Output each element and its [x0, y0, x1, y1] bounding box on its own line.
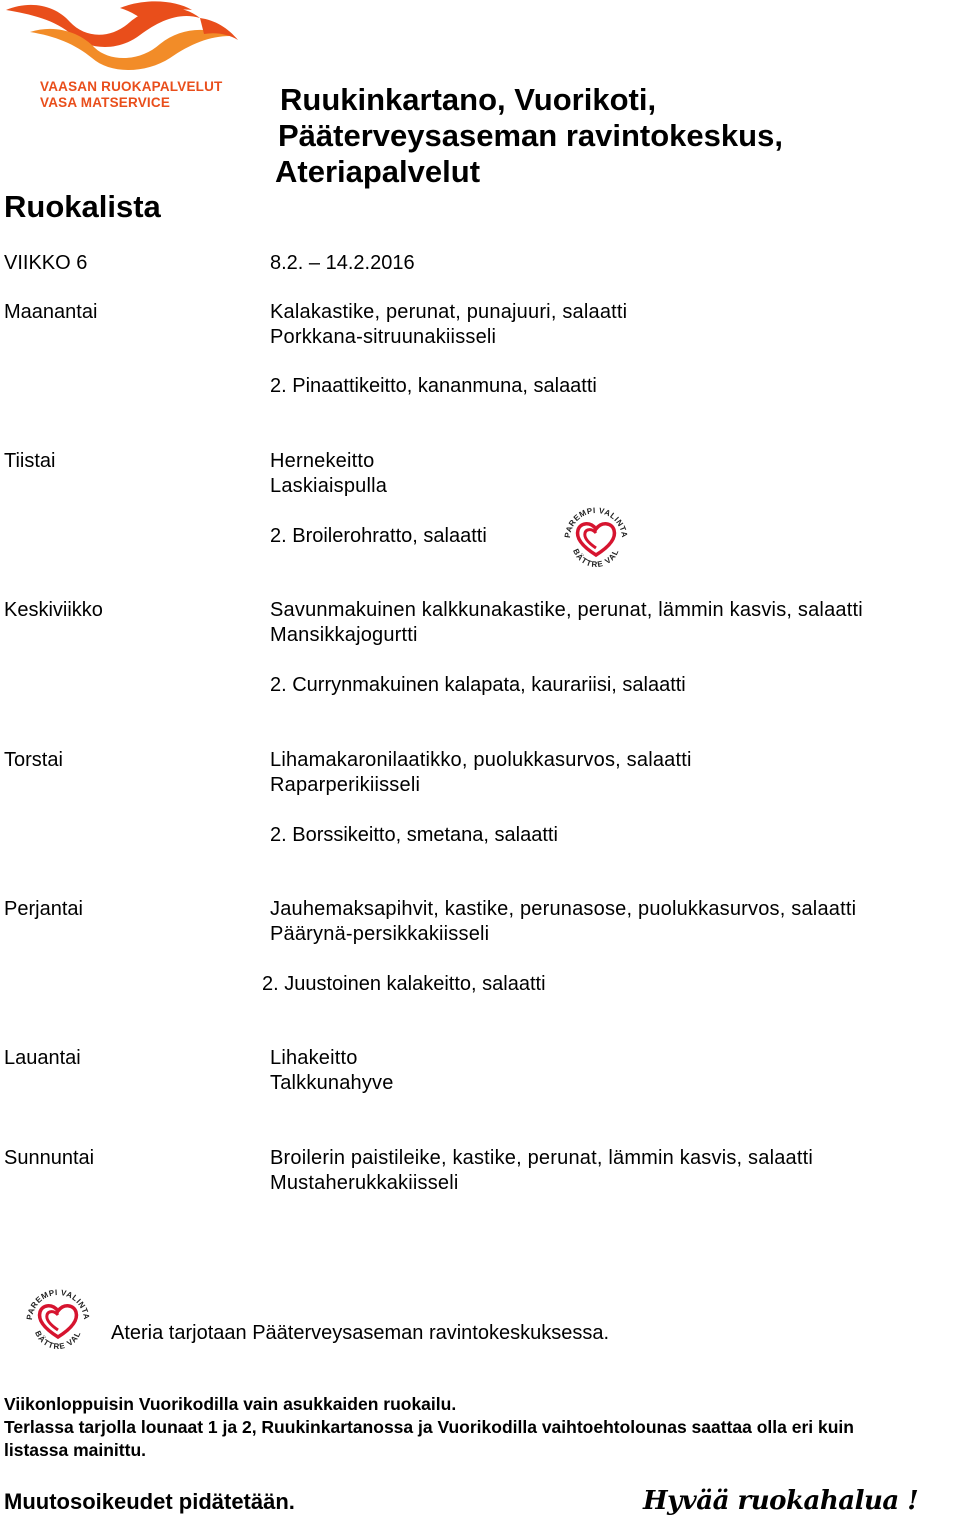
footer-note: Ateria tarjotaan Pääterveysaseman ravintokeskuksessa. — [111, 1322, 610, 1344]
dish-wednesday-2: Mansikkajogurtti — [270, 624, 418, 646]
day-sunday: Sunnuntai — [4, 1147, 95, 1169]
dish-thursday-1: Lihamakaronilaatikko, puolukkasurvos, salaatti — [270, 749, 692, 771]
wave-logo-icon — [0, 0, 245, 80]
location-title-line3: Ateriapalvelut — [275, 154, 481, 189]
dish-sunday-2: Mustaherukkakiisseli — [270, 1172, 459, 1194]
dish-saturday-1: Lihakeitto — [270, 1047, 358, 1069]
svg-text:BÄTTRE VAL: BÄTTRE VAL — [571, 547, 621, 570]
greeting-signature: Hyvää ruokahalua ! — [643, 1486, 919, 1516]
dish-saturday-2: Talkkunahyve — [270, 1072, 394, 1094]
dish-monday-1: Kalakastike, perunat, punajuuri, salaatti — [270, 301, 628, 323]
dish-thursday-2: Raparperikiisseli — [270, 774, 421, 796]
alt-dish-thursday: 2. Borssikeitto, smetana, salaatti — [270, 824, 558, 846]
brand-logo — [0, 0, 245, 120]
dish-tuesday-1: Hernekeitto — [270, 450, 375, 472]
svg-text:BÄTTRE VAL: BÄTTRE VAL — [33, 1329, 83, 1352]
alt-dish-wednesday: 2. Currynmakuinen kalapata, kaurariisi, salaatti — [270, 674, 686, 696]
alt-dish-tuesday: 2. Broilerohratto, salaatti — [270, 525, 487, 547]
day-saturday: Lauantai — [4, 1047, 81, 1069]
page-heading: Ruokalista — [4, 189, 161, 224]
week-label: VIIKKO 6 — [4, 252, 88, 274]
svg-text:PAREMPI VALINTA: PAREMPI VALINTA — [562, 505, 630, 539]
alt-dish-monday: 2. Pinaattikeitto, kananmuna, salaatti — [270, 375, 597, 397]
day-tuesday: Tiistai — [4, 450, 56, 472]
svg-text:PAREMPI VALINTA: PAREMPI VALINTA — [24, 1287, 92, 1321]
alt-dish-friday: 2. Juustoinen kalakeitto, salaatti — [262, 973, 546, 995]
location-title-line2: Pääterveysaseman ravintokeskus, — [278, 118, 783, 153]
rights-reserved: Muutosoikeudet pidätetään. — [4, 1489, 295, 1514]
dish-sunday-1: Broilerin paistileike, kastike, perunat, lämmin kasvis, salaatti — [270, 1147, 814, 1169]
better-choice-heart-badge-icon — [22, 1285, 94, 1357]
dish-wednesday-1: Savunmakuinen kalkkunakastike, perunat, lämmin kasvis, salaatti — [270, 599, 863, 621]
dish-friday-2: Päärynä-persikkakiisseli — [270, 923, 490, 945]
location-title-line1: Ruukinkartano, Vuorikoti, — [280, 82, 657, 117]
week-dates: 8.2. – 14.2.2016 — [270, 252, 415, 274]
footer-weekend-note: Viikonloppuisin Vuorikodilla vain asukkaiden ruokailu. — [4, 1394, 457, 1414]
better-choice-heart-badge-icon — [560, 503, 632, 575]
day-monday: Maanantai — [4, 301, 98, 323]
footer-terla-note: Terlassa tarjolla lounaat 1 ja 2, Ruukinkartanossa ja Vuorikodilla vaihtoehtolounas saattaa olla eri kuin — [4, 1417, 854, 1437]
dish-friday-1: Jauhemaksapihvit, kastike, perunasose, puolukkasurvos, salaatti — [270, 898, 857, 920]
footer-terla-note-cont: listassa mainittu. — [4, 1440, 146, 1460]
logo-text-line2: VASA MATSERVICE — [40, 95, 171, 110]
day-thursday: Torstai — [4, 749, 63, 771]
day-friday: Perjantai — [4, 898, 83, 920]
day-wednesday: Keskiviikko — [4, 599, 103, 621]
dish-monday-2: Porkkana-sitruunakiisseli — [270, 326, 497, 348]
logo-text-line1: VAASAN RUOKAPALVELUT — [40, 79, 223, 94]
dish-tuesday-2: Laskiaispulla — [270, 475, 388, 497]
